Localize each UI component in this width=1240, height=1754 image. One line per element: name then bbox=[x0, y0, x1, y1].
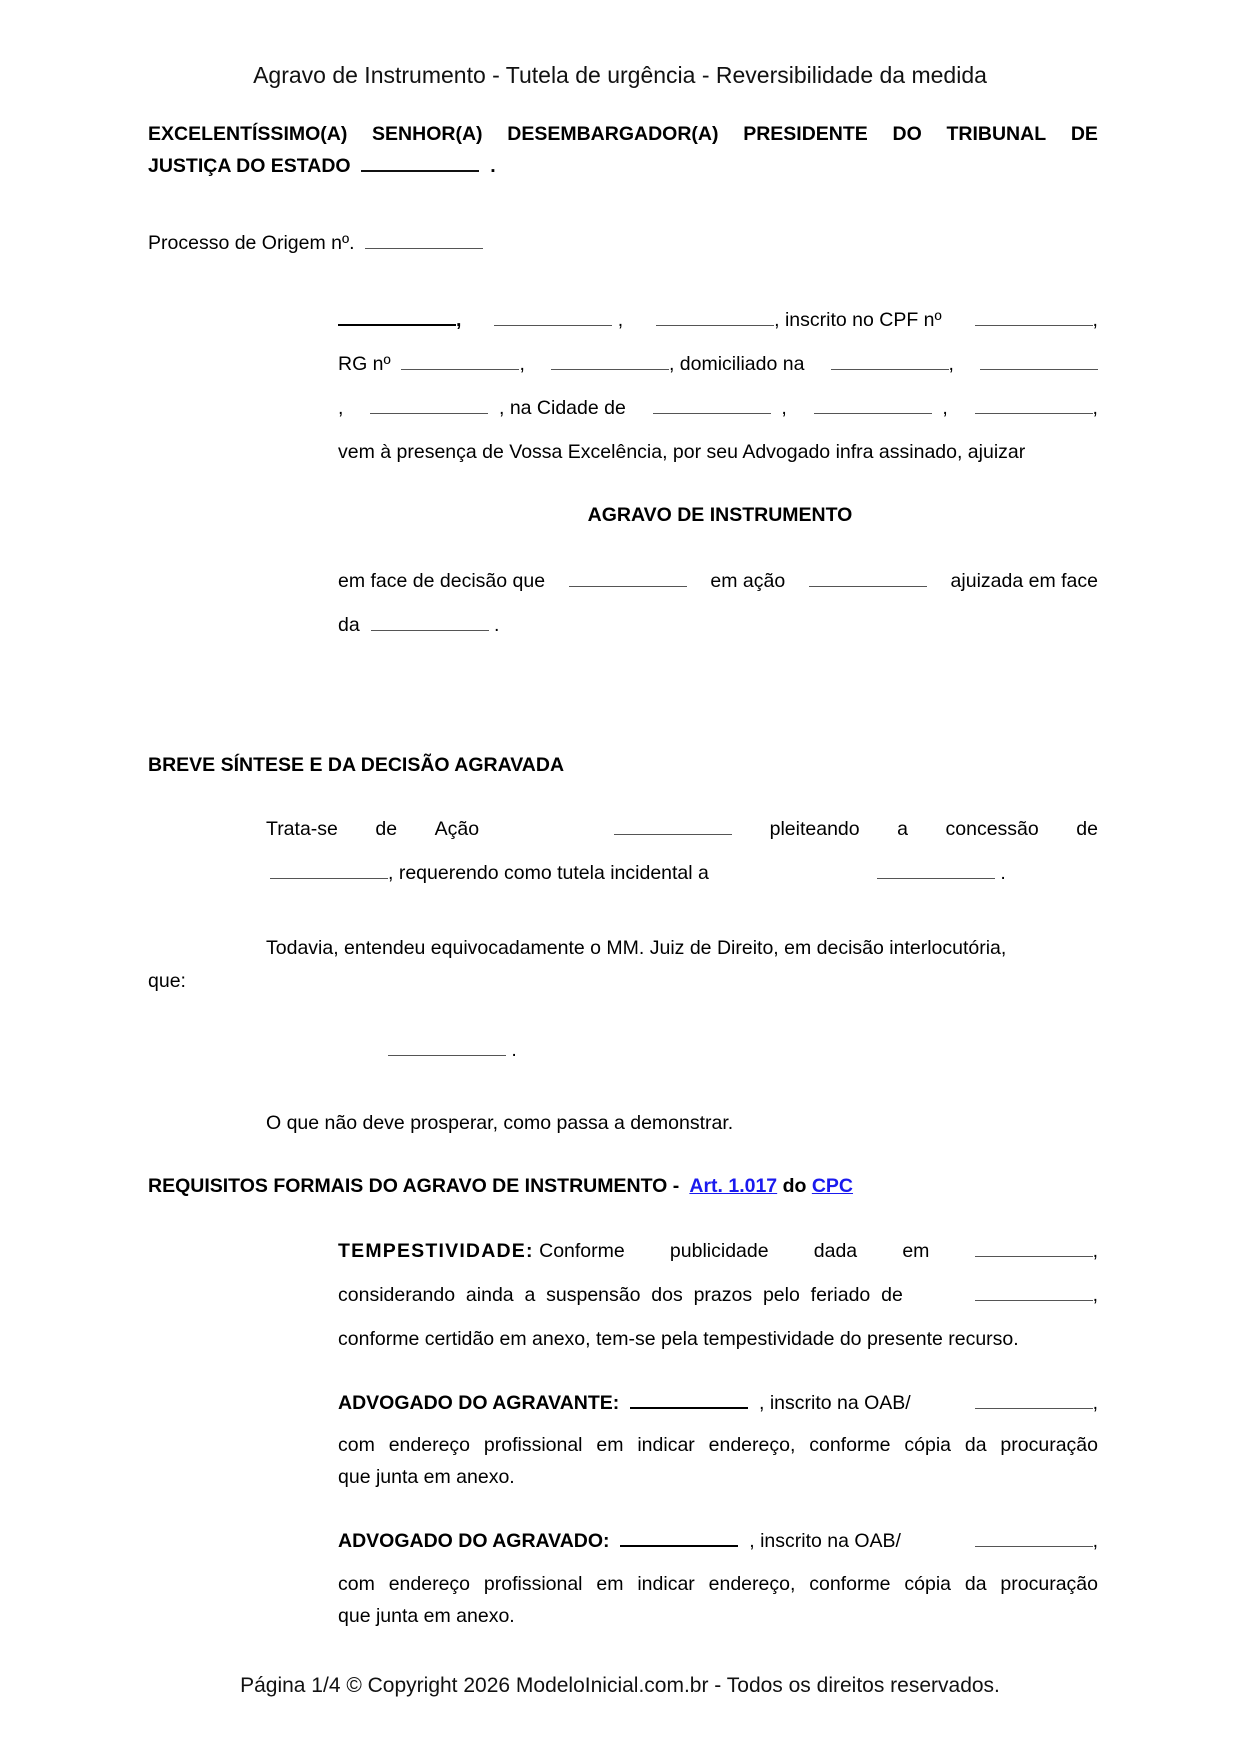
decision-blank[interactable] bbox=[569, 570, 687, 587]
ajuizada-text: ajuizada em face bbox=[950, 570, 1098, 592]
agravado-oab-blank[interactable] bbox=[975, 1530, 1093, 1547]
sintese-p1-line-1 bbox=[266, 816, 1098, 842]
defendant-blank[interactable] bbox=[371, 614, 489, 631]
publication-date-blank[interactable] bbox=[975, 1240, 1093, 1257]
state-blank[interactable] bbox=[361, 154, 479, 172]
word: de bbox=[1076, 818, 1098, 840]
word: em bbox=[902, 1240, 930, 1262]
state-uf-blank[interactable] bbox=[814, 397, 932, 414]
qualificacao-line-4: vem à presença de Vossa Excelência, por seu Advogado infra assinado, ajuizar bbox=[338, 441, 1026, 463]
tutela-text: , requerendo como tutela incidental a bbox=[388, 862, 709, 884]
tempestividade-line-2 bbox=[338, 1282, 1098, 1308]
cidade-label: , na Cidade de bbox=[498, 397, 626, 419]
sintese-p1-line-2 bbox=[270, 860, 709, 886]
sintese-heading: BREVE SÍNTESE E DA DECISÃO AGRAVADA bbox=[148, 754, 565, 776]
agravado-label: ADVOGADO DO AGRAVADO: bbox=[338, 1530, 610, 1552]
processo-origem bbox=[148, 230, 483, 256]
agravante-line-3: que junta em anexo. bbox=[338, 1466, 515, 1488]
processo-label: Processo de Origem nº. bbox=[148, 232, 355, 254]
city-blank[interactable] bbox=[653, 397, 771, 414]
addressee-word: DO bbox=[892, 123, 922, 145]
agravante-line-1 bbox=[338, 1390, 1098, 1416]
word: Conforme bbox=[539, 1240, 625, 1262]
art-1017-link[interactable]: Art. 1.017 bbox=[689, 1175, 778, 1197]
tutela-blank[interactable] bbox=[877, 862, 995, 879]
word: Trata-se bbox=[266, 818, 338, 840]
addressee-state-label: JUSTIÇA DO ESTADO bbox=[148, 155, 351, 177]
word: concessão bbox=[945, 818, 1039, 840]
comma: , bbox=[617, 309, 624, 331]
tempestividade-line-1 bbox=[338, 1238, 1098, 1264]
sintese-p2-line-1: Todavia, entendeu equivocadamente o MM. Juiz de Direito, em decisão interlocutória, bbox=[266, 937, 1007, 959]
word: pleiteando bbox=[769, 818, 860, 840]
processo-blank[interactable] bbox=[365, 232, 483, 249]
tutela-blank-wrap bbox=[877, 860, 1006, 886]
number-blank[interactable] bbox=[980, 353, 1098, 370]
addressee-line-2 bbox=[148, 153, 496, 179]
sintese-p4: O que não deve prosperar, como passa a demonstrar. bbox=[266, 1112, 734, 1134]
oab-label: , inscrito na OAB/ bbox=[759, 1392, 911, 1414]
addressee-word: EXCELENTÍSSIMO(A) bbox=[148, 123, 348, 145]
comma: , bbox=[1092, 1392, 1098, 1414]
comma: , bbox=[1092, 1530, 1098, 1552]
qualificacao-line-3 bbox=[338, 395, 1098, 421]
addressee-word: SENHOR(A) bbox=[372, 123, 483, 145]
comma: , bbox=[338, 397, 344, 419]
period: . bbox=[511, 1039, 517, 1061]
rg-issuer-blank[interactable] bbox=[551, 353, 669, 370]
marital-status-blank[interactable] bbox=[656, 309, 774, 326]
holiday-blank[interactable] bbox=[975, 1284, 1093, 1301]
domiciliado-label: , domiciliado na bbox=[668, 353, 805, 375]
agravante-oab-blank[interactable] bbox=[975, 1392, 1093, 1409]
em-face-text: em face de decisão que bbox=[338, 570, 546, 592]
cpf-label: , inscrito no CPF nº bbox=[774, 309, 942, 331]
agravado-lawyer-blank[interactable] bbox=[620, 1529, 738, 1547]
action-blank[interactable] bbox=[809, 570, 927, 587]
suspensao-text: considerando ainda a suspensão dos prazos pelo feriado de bbox=[338, 1284, 903, 1306]
tempestividade-line-3: conforme certidão em anexo, tem-se pela tempestividade do presente recurso. bbox=[338, 1328, 1019, 1350]
sintese-p3 bbox=[388, 1037, 517, 1063]
qualificacao-line-1 bbox=[338, 307, 1098, 333]
em-face-line-2 bbox=[338, 612, 499, 638]
cep-blank[interactable] bbox=[975, 397, 1093, 414]
word: a bbox=[897, 818, 908, 840]
agravante-line-2: com endereço profissional em indicar endereço, conforme cópia da procuração bbox=[338, 1434, 1098, 1456]
document-title: Agravo de Instrumento - Tutela de urgência - Reversibilidade da medida bbox=[253, 62, 987, 88]
district-blank[interactable] bbox=[370, 397, 488, 414]
do-text: do bbox=[782, 1175, 807, 1197]
street-blank[interactable] bbox=[831, 353, 949, 370]
comma: , bbox=[1092, 1284, 1098, 1306]
comma: , bbox=[1092, 309, 1098, 331]
period: . bbox=[490, 155, 496, 177]
comma: , bbox=[948, 353, 954, 375]
comma: , bbox=[456, 309, 462, 331]
decision-content-blank[interactable] bbox=[388, 1039, 506, 1056]
word: dada bbox=[813, 1240, 858, 1262]
agravado-line-1 bbox=[338, 1528, 1098, 1554]
rg-blank[interactable] bbox=[401, 353, 519, 370]
agravado-line-3: que junta em anexo. bbox=[338, 1605, 515, 1627]
cpf-blank[interactable] bbox=[975, 309, 1093, 326]
word: Ação bbox=[434, 818, 480, 840]
requisitos-heading-text: REQUISITOS FORMAIS DO AGRAVO DE INSTRUMENTO - bbox=[148, 1175, 680, 1197]
addressee-word: TRIBUNAL bbox=[946, 123, 1047, 145]
tempestividade-label: TEMPESTIVIDADE: bbox=[338, 1240, 534, 1262]
requisitos-heading bbox=[148, 1173, 853, 1199]
addressee-word: PRESIDENTE bbox=[743, 123, 868, 145]
oab-label: , inscrito na OAB/ bbox=[749, 1530, 901, 1552]
name-blank[interactable] bbox=[338, 308, 456, 326]
cpc-link[interactable]: CPC bbox=[811, 1175, 854, 1197]
addressee-word: DESEMBARGADOR(A) bbox=[507, 123, 719, 145]
agravado-line-2: com endereço profissional em indicar endereço, conforme cópia da procuração bbox=[338, 1573, 1098, 1595]
comma: , bbox=[1092, 1240, 1098, 1262]
em-acao-text: em ação bbox=[710, 570, 786, 592]
action-type-blank[interactable] bbox=[614, 818, 732, 835]
comma: , bbox=[942, 397, 948, 419]
agravante-label: ADVOGADO DO AGRAVANTE: bbox=[338, 1392, 620, 1414]
comma: , bbox=[519, 353, 525, 375]
comma: , bbox=[1092, 397, 1098, 419]
qualificacao-line-2 bbox=[338, 351, 1098, 377]
da-text: da bbox=[338, 614, 360, 636]
agravante-lawyer-blank[interactable] bbox=[630, 1391, 748, 1409]
sintese-p2-line-2: que: bbox=[148, 970, 186, 992]
word: publicidade bbox=[669, 1240, 769, 1262]
word: de bbox=[375, 818, 398, 840]
addressee-line-1 bbox=[148, 121, 1098, 147]
nationality-blank[interactable] bbox=[494, 309, 612, 326]
acao-title: AGRAVO DE INSTRUMENTO bbox=[587, 504, 853, 526]
period: . bbox=[1000, 862, 1006, 884]
em-face-line-1 bbox=[338, 568, 1098, 594]
addressee-word: DE bbox=[1070, 123, 1098, 145]
rg-label: RG nº bbox=[338, 353, 391, 375]
page-footer: Página 1/4 © Copyright 2026 ModeloInicial.com.br - Todos os direitos reservados. bbox=[240, 1674, 1000, 1697]
comma: , bbox=[781, 397, 787, 419]
concession-blank[interactable] bbox=[270, 862, 388, 879]
period: . bbox=[493, 614, 500, 636]
